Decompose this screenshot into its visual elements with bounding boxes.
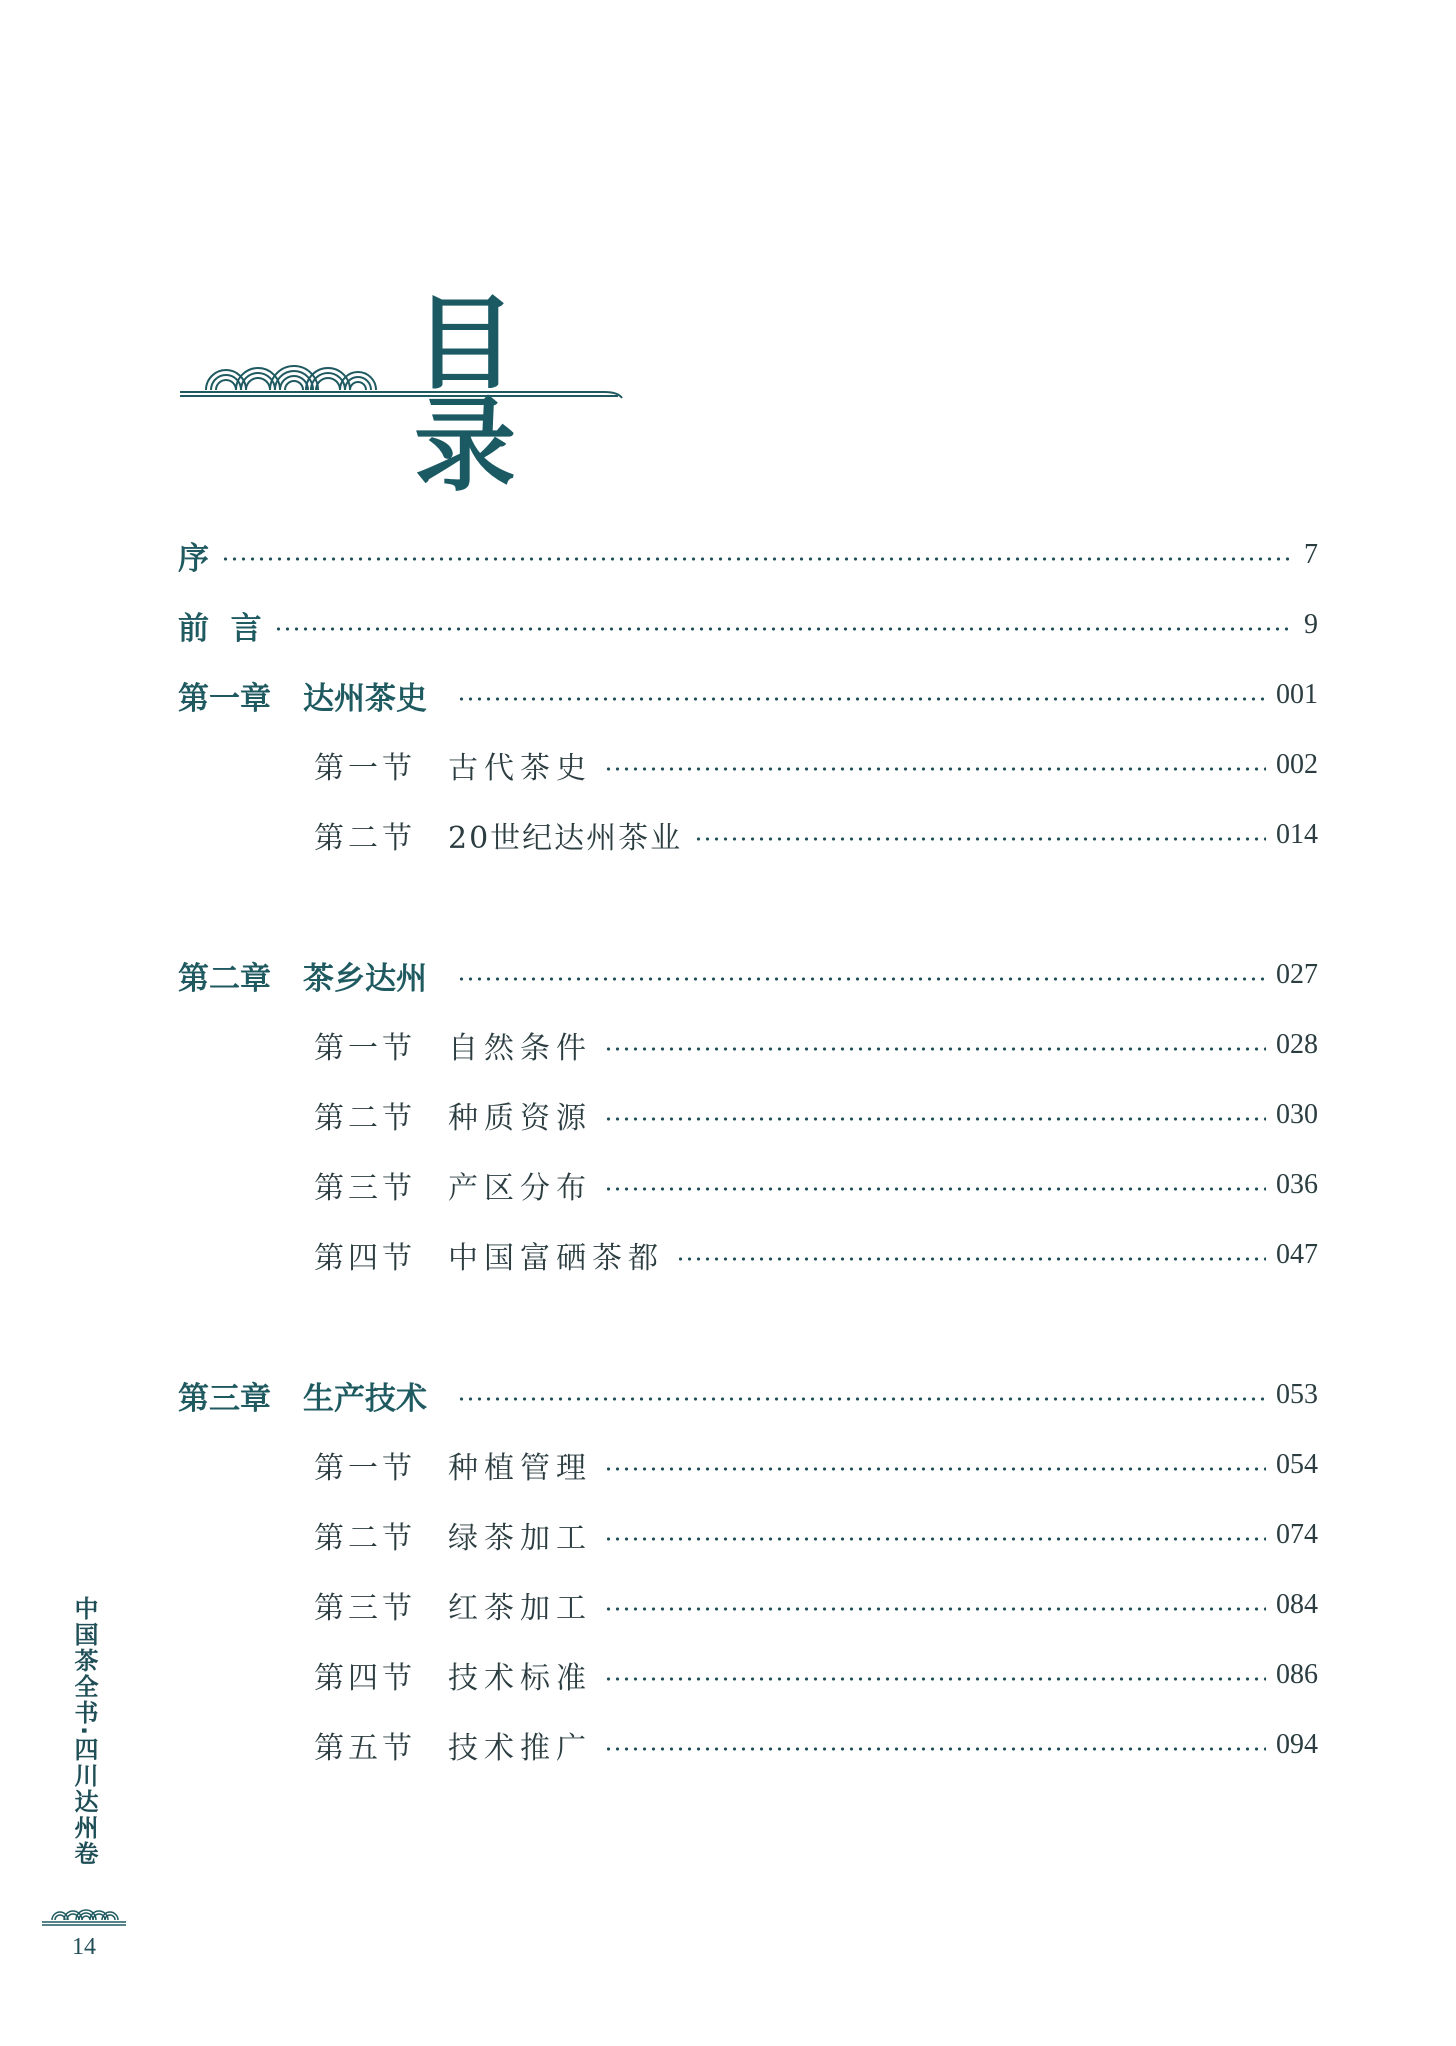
entry-label: 第四节 (314, 1241, 416, 1276)
dot-leader (221, 557, 1294, 561)
toc-entry-preface[interactable] (178, 530, 1318, 580)
entry-title: 红茶加工 (448, 1591, 592, 1626)
dot-leader (604, 767, 1266, 771)
toc-entry-section-2-1[interactable] (178, 1020, 1318, 1070)
entry-page: 086 (1276, 1659, 1318, 1690)
entry-label: 第一节 (314, 751, 416, 786)
dot-leader (274, 627, 1294, 631)
entry-page: 028 (1276, 1029, 1318, 1060)
entry-page: 030 (1276, 1099, 1318, 1130)
entry-label: 第二章 (178, 960, 271, 997)
toc-entry-section-1-1[interactable] (178, 740, 1318, 790)
toc-entry-section-3-4[interactable] (178, 1650, 1318, 1700)
entry-label: 第五节 (314, 1731, 416, 1766)
dot-leader (604, 1187, 1266, 1191)
entry-title: 种质资源 (448, 1101, 592, 1136)
entry-page: 036 (1276, 1169, 1318, 1200)
entry-label: 第二节 (314, 1521, 416, 1556)
entry-label: 第四节 (314, 1661, 416, 1696)
entry-label: 第二节 (314, 1101, 416, 1136)
dot-leader (604, 1607, 1266, 1611)
toc-entry-section-2-2[interactable] (178, 1090, 1318, 1140)
page-number: 14 (72, 1934, 96, 1960)
entry-title: 技术标准 (448, 1661, 592, 1696)
toc-entry-chapter-1[interactable] (178, 670, 1318, 720)
dot-leader (604, 1117, 1266, 1121)
dot-leader (604, 1047, 1266, 1051)
entry-label: 序 (178, 540, 209, 577)
entry-label: 第三节 (314, 1171, 416, 1206)
entry-page: 084 (1276, 1589, 1318, 1620)
dot-leader (604, 1747, 1266, 1751)
toc-heading (178, 276, 638, 506)
entry-title: 古代茶史 (448, 751, 592, 786)
toc-entry-section-3-1[interactable] (178, 1440, 1318, 1490)
dot-leader (457, 697, 1266, 701)
page-title: 目 录 (414, 285, 560, 506)
toc-entry-section-1-2[interactable] (178, 810, 1318, 860)
toc-entry-section-3-3[interactable] (178, 1580, 1318, 1630)
toc-entry-chapter-3[interactable] (178, 1370, 1318, 1420)
entry-title: 技术推广 (448, 1731, 592, 1766)
entry-label: 第一章 (178, 680, 271, 717)
dot-leader (694, 837, 1266, 841)
dot-leader (457, 1397, 1266, 1401)
dot-leader (457, 977, 1266, 981)
entry-page: 074 (1276, 1519, 1318, 1550)
entry-label: 第三节 (314, 1591, 416, 1626)
toc-entry-section-2-3[interactable] (178, 1160, 1318, 1210)
entry-title: 产区分布 (448, 1171, 592, 1206)
entry-title: 自然条件 (448, 1031, 592, 1066)
entry-title: 种植管理 (448, 1451, 592, 1486)
dot-leader (604, 1537, 1266, 1541)
toc-entry-foreword[interactable] (178, 600, 1318, 650)
entry-title: 达州茶史 (303, 680, 427, 717)
entry-page: 047 (1276, 1239, 1318, 1270)
toc-entry-section-3-5[interactable] (178, 1720, 1318, 1770)
entry-page: 027 (1276, 959, 1318, 990)
entry-page: 053 (1276, 1379, 1318, 1410)
entry-title: 20世纪达州茶业 (448, 821, 683, 856)
toc-entry-section-3-2[interactable] (178, 1510, 1318, 1560)
entry-title: 中国富硒茶都 (448, 1241, 664, 1276)
dot-leader (604, 1677, 1266, 1681)
entry-page: 001 (1276, 679, 1318, 710)
entry-label: 第三章 (178, 1380, 271, 1417)
entry-page: 002 (1276, 749, 1318, 780)
series-title: 中国茶全书·四川达州卷 (70, 1596, 98, 1868)
toc-entry-chapter-2[interactable] (178, 950, 1318, 1000)
dot-leader (604, 1467, 1266, 1471)
toc-entry-section-2-4[interactable] (178, 1230, 1318, 1280)
entry-title: 生产技术 (303, 1380, 427, 1417)
wave-cloud-ornament-icon (40, 1900, 128, 1928)
entry-title: 茶乡达州 (303, 960, 427, 997)
entry-page: 054 (1276, 1449, 1318, 1480)
entry-title: 绿茶加工 (448, 1521, 592, 1556)
entry-label: 第一节 (314, 1451, 416, 1486)
dot-leader (676, 1257, 1266, 1261)
entry-label: 前 言 (178, 610, 262, 647)
entry-page: 7 (1304, 539, 1318, 570)
entry-label: 第二节 (314, 821, 416, 856)
entry-page: 094 (1276, 1729, 1318, 1760)
entry-label: 第一节 (314, 1031, 416, 1066)
entry-page: 9 (1304, 609, 1318, 640)
entry-page: 014 (1276, 819, 1318, 850)
